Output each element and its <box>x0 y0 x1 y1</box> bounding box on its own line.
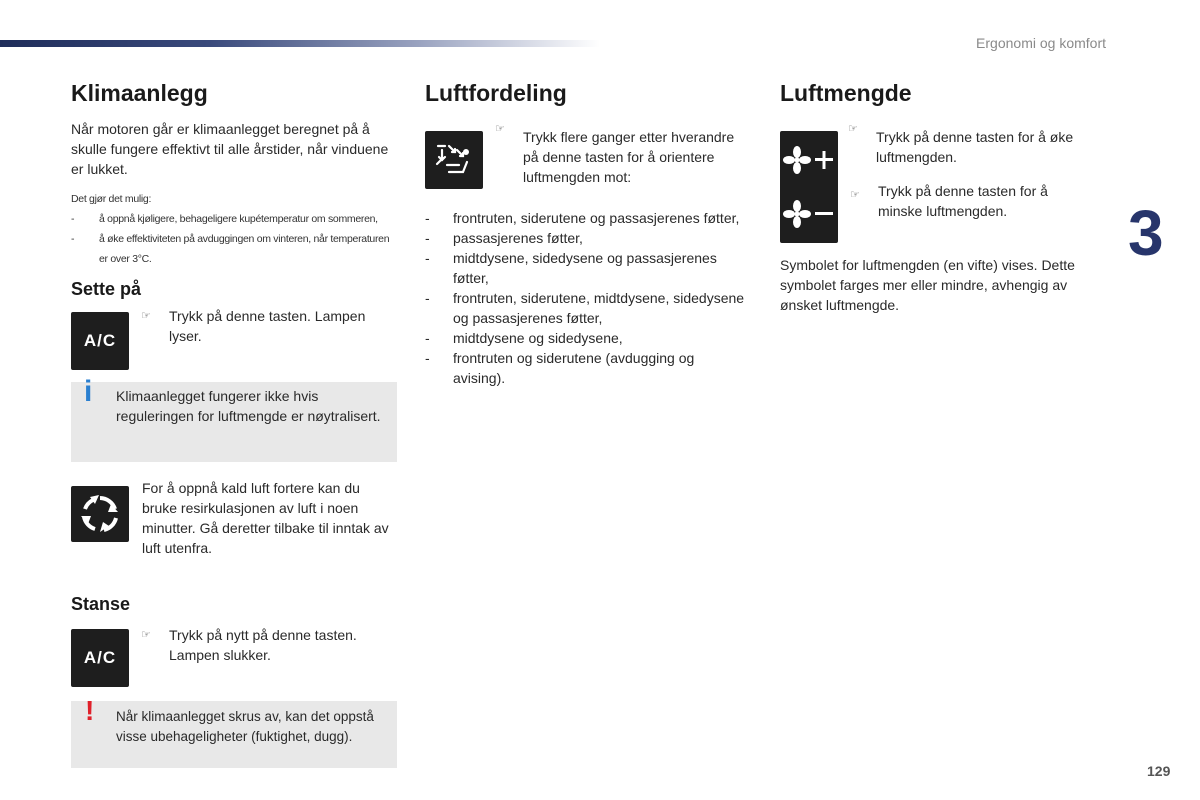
list-item <box>425 248 750 288</box>
option-text: frontruten og siderutene (avdugging og avising). <box>453 350 695 386</box>
luftfordeling-instruction: Trykk flere ganger etter hverandre på denne tasten for å orientere luftmengden mot: <box>523 129 735 185</box>
info-note <box>71 375 397 462</box>
klimaanlegg-column <box>71 80 397 768</box>
recirculation-text: For å oppnå kald luft fortere kan du bruke resirkulasjonen av luft i noen minutter. Gå deretter tilbake til inntak av luft utenfra. <box>142 480 389 556</box>
air-distribution-icon <box>425 131 483 189</box>
warning-icon: ! <box>85 695 95 726</box>
klimaanlegg-title: Klimaanlegg <box>71 80 208 106</box>
fan-plus-icon <box>780 131 838 189</box>
section-name: Ergonomi og komfort <box>976 35 1106 51</box>
option-text: frontruten, siderutene, midtdysene, sidedysene og passasjerenes føtter, <box>453 290 745 326</box>
luftfordeling-column <box>425 80 755 388</box>
pointer-bullet-icon: ☞ <box>850 189 860 201</box>
benefits-note <box>71 189 397 269</box>
pointer-bullet-icon: ☞ <box>141 310 151 322</box>
benefit-text: å øke effektiviteten på avduggingen om vinteren, når temperaturen er over 3°C. <box>99 233 390 265</box>
decrease-row <box>780 185 1110 243</box>
list-item <box>425 288 750 328</box>
info-note-text: Klimaanlegget fungerer ikke hvis reguleringen for luftmengde er nøytralisert. <box>116 388 381 424</box>
list-item <box>425 228 750 248</box>
pointer-bullet-icon: ☞ <box>495 123 505 135</box>
warning-note-text: Når klimaanlegget skrus av, kan det oppstå visse ubehageligheter (fuktighet, dugg). <box>116 709 374 744</box>
klimaanlegg-intro: Når motoren går er klimaanlegget beregnet på å skulle fungere effektivt til alle årstider, når vinduene er lukket. <box>71 121 389 177</box>
option-text: frontruten, siderutene og passasjerenes føtter, <box>453 210 740 226</box>
dash-marker: - <box>425 250 430 266</box>
ac-button-icon: A/C <box>71 629 129 687</box>
warning-note <box>71 695 397 768</box>
stanse-instruction: Trykk på nytt på denne tasten. Lampen slukker. <box>169 627 357 663</box>
distribution-options-list <box>425 208 750 388</box>
dash-marker: - <box>425 330 430 346</box>
stanse-title: Stanse <box>71 594 131 614</box>
luftmengde-title: Luftmengde <box>780 80 912 106</box>
pointer-bullet-icon: ☞ <box>848 123 858 135</box>
list-item <box>425 328 750 348</box>
dash-marker: - <box>425 290 430 306</box>
stanse-row <box>71 625 397 687</box>
header-color-bar <box>0 40 600 47</box>
fan-minus-icon <box>780 185 838 243</box>
benefit-text: å oppnå kjøligere, behageligere kupétemperatur om sommeren, <box>99 213 378 225</box>
option-text: passasjerenes føtter, <box>453 230 583 246</box>
benefits-list <box>71 209 397 269</box>
luftfordeling-title: Luftfordeling <box>425 80 567 106</box>
luftmengde-column <box>780 80 1110 315</box>
sette-pa-instruction: Trykk på denne tasten. Lampen lyser. <box>169 308 366 344</box>
list-item <box>71 209 397 229</box>
chapter-number: 3 <box>1128 197 1164 269</box>
dash-marker: - <box>425 230 430 246</box>
sette-pa-row <box>71 306 397 370</box>
sette-pa-title: Sette på <box>71 279 142 299</box>
dash-marker: - <box>425 350 430 366</box>
luftfordeling-row <box>425 119 755 189</box>
list-item <box>71 229 397 269</box>
increase-instruction: Trykk på denne tasten for å øke luftmengden. <box>876 129 1074 165</box>
decrease-instruction: Trykk på denne tasten for å minske luftmengden. <box>878 183 1048 219</box>
benefits-heading: Det gjør det mulig: <box>71 193 152 205</box>
dash-marker: - <box>71 233 75 245</box>
ac-button-icon: A/C <box>71 312 129 370</box>
list-item <box>425 208 750 228</box>
dash-marker: - <box>71 213 75 225</box>
info-icon: i <box>84 375 93 408</box>
pointer-bullet-icon: ☞ <box>141 629 151 641</box>
list-item <box>425 348 750 388</box>
increase-row <box>780 119 1110 189</box>
fan-symbol-description: Symbolet for luftmengden (en vifte) vises. Dette symbolet farges mer eller mindre, avhengig av ønsket luftmengde. <box>780 257 1075 313</box>
recirculation-icon <box>71 486 129 542</box>
option-text: midtdysene, sidedysene og passasjerenes føtter, <box>453 250 717 286</box>
recirculation-row <box>71 478 397 558</box>
dash-marker: - <box>425 210 430 226</box>
page-number: 129 <box>1147 763 1171 779</box>
option-text: midtdysene og sidedysene, <box>453 330 623 346</box>
